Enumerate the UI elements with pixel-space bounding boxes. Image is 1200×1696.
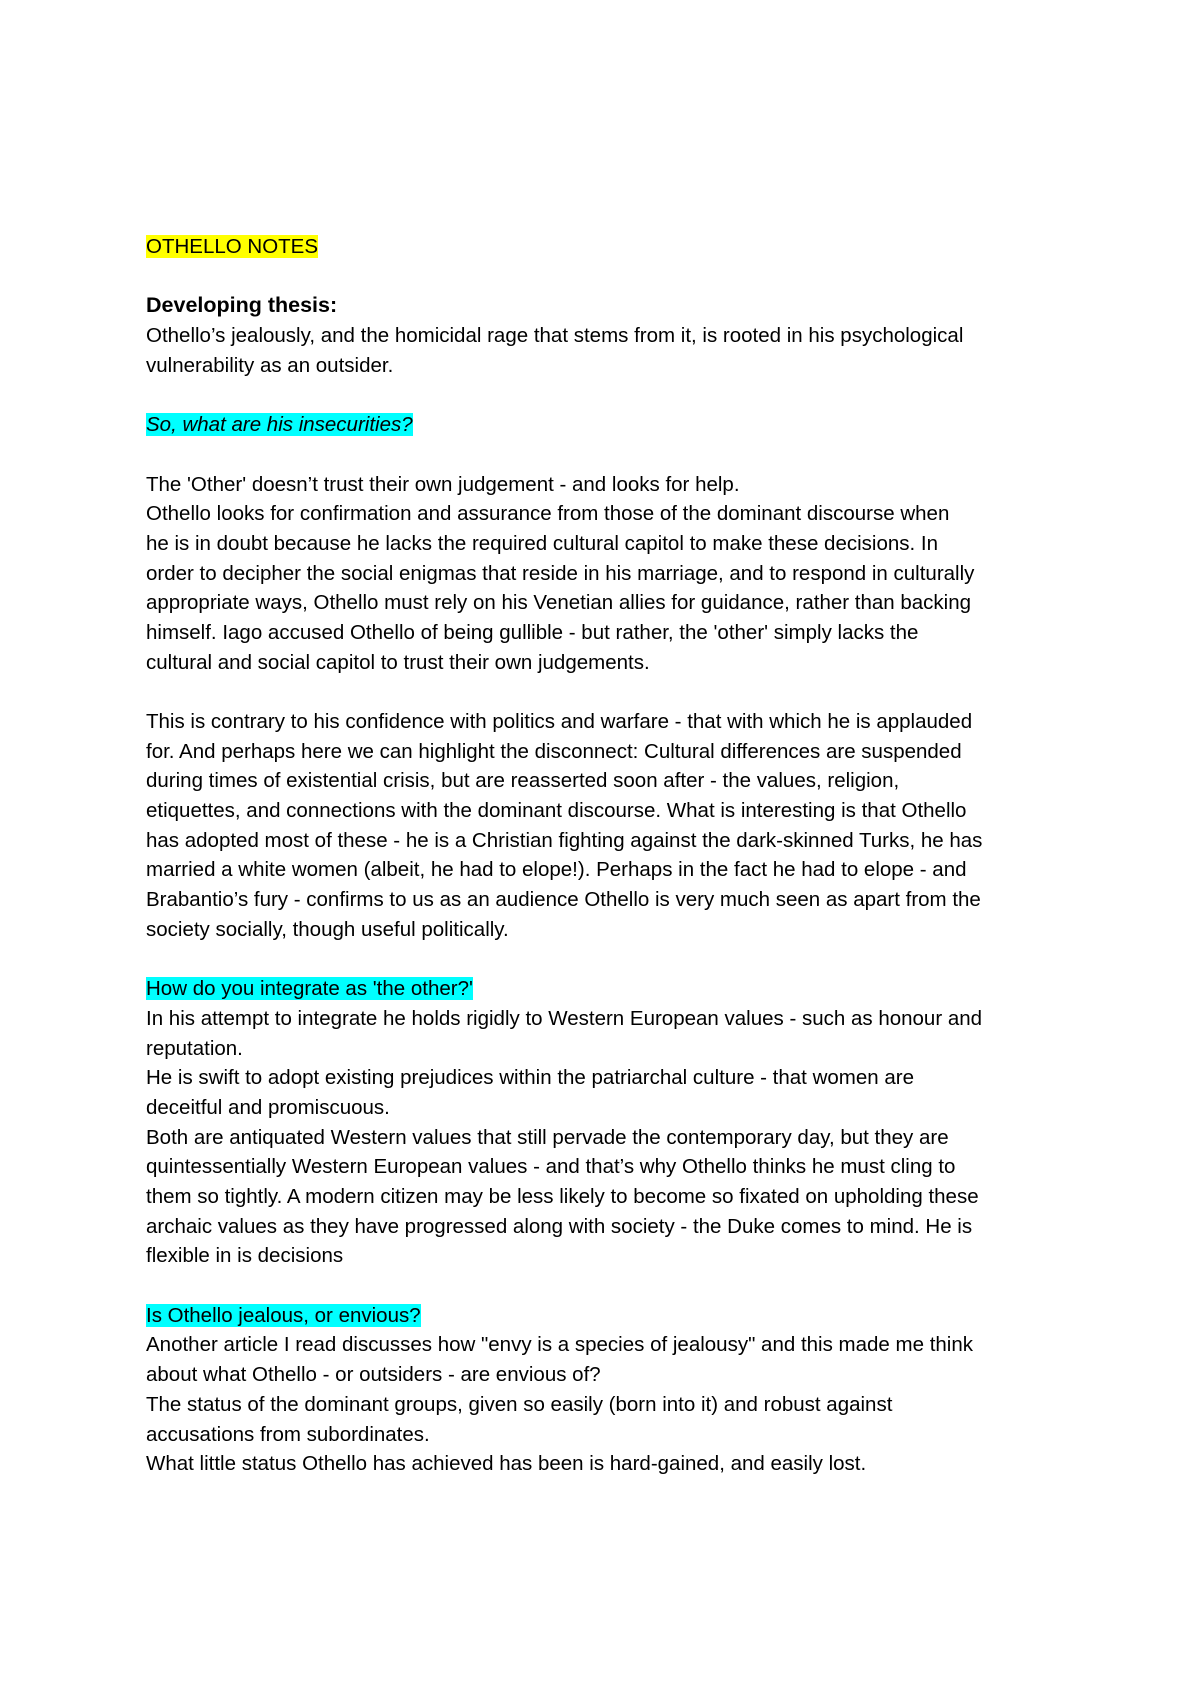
thesis-heading: Developing thesis: [146,293,338,318]
spacer [146,440,1066,470]
paragraph-line: What little status Othello has achieved has been is hard-gained, and easily lost. [146,1452,867,1476]
paragraph-line: He is swift to adopt existing prejudices within the patriarchal culture - that women are [146,1066,914,1090]
paragraph-line: order to decipher the social enigmas that reside in his marriage, and to respond in culturally [146,561,975,585]
spacer [146,677,1066,707]
paragraph-line: In his attempt to integrate he holds rigidly to Western European values - such as honour and [146,1006,983,1030]
paragraph-line: for. And perhaps here we can highlight the disconnect: Cultural differences are suspended [146,739,962,763]
paragraph-line: about what Othello - or outsiders - are envious of? [146,1363,601,1387]
paragraph-line: flexible in is decisions [146,1244,344,1268]
envy-heading: Is Othello jealous, or envious? [146,1303,421,1327]
page-title: OTHELLO NOTES [146,235,319,258]
envy-heading-line [146,1301,1066,1331]
paragraph-line: appropriate ways, Othello must rely on his Venetian allies for guidance, rather than backing [146,591,972,615]
paragraph-line: accusations from subordinates. [146,1422,430,1446]
paragraph-line: Another article I read discusses how "envy is a species of jealousy" and this made me think [146,1333,973,1357]
paragraph-line: etiquettes, and connections with the dominant discourse. What is interesting is that Othello [146,799,967,823]
paragraph-line: married a white women (albeit, he had to elope!). Perhaps in the fact he had to elope - and [146,858,967,882]
spacer [146,380,1066,410]
insecurities-heading: So, what are his insecurities? [146,413,413,437]
paragraph-line: he is in doubt because he lacks the required cultural capitol to make these decisions. In [146,531,938,555]
paragraph-line: cultural and social capitol to trust their own judgements. [146,650,650,674]
insecurities-heading-line [146,410,1066,440]
paragraph-line: Brabantio’s fury - confirms to us as an audience Othello is very much seen as apart from the [146,888,981,912]
spacer [146,1271,1066,1301]
paragraph-line: The 'Other' doesn’t trust their own judgement - and looks for help. [146,472,740,496]
spacer [146,945,1066,975]
paragraph-line: deceitful and promiscuous. [146,1095,390,1119]
paragraph-line: The status of the dominant groups, given so easily (born into it) and robust against [146,1392,893,1416]
spacer [146,262,1066,292]
title-line [146,232,1066,262]
paragraph-line: society socially, though useful politically. [146,917,509,941]
thesis-line: vulnerability as an outsider. [146,353,394,377]
document-body [146,232,1066,1479]
paragraph-line: during times of existential crisis, but are reasserted soon after - the values, religion, [146,769,900,793]
paragraph-line: them so tightly. A modern citizen may be less likely to become so fixated on upholding these [146,1185,979,1208]
paragraph-line: has adopted most of these - he is a Christian fighting against the dark-skinned Turks, he has [146,828,983,852]
paragraph-line: reputation. [146,1036,243,1060]
paragraph-line: This is contrary to his confidence with politics and warfare - that with which he is applauded [146,710,973,733]
thesis-line: Othello’s jealously, and the homicidal rage that stems from it, is rooted in his psychological [146,324,964,348]
paragraph-line: Both are antiquated Western values that still pervade the contemporary day, but they are [146,1125,949,1149]
paragraph-line: himself. Iago accused Othello of being gullible - but rather, the 'other' simply lacks the [146,620,919,644]
integrate-heading-line [146,974,1066,1004]
paragraph-line: quintessentially Western European values - and that’s why Othello thinks he must cling to [146,1155,956,1179]
paragraph-line: archaic values as they have progressed along with society - the Duke comes to mind. He is [146,1214,973,1238]
paragraph-line: Othello looks for confirmation and assurance from those of the dominant discourse when [146,502,950,526]
integrate-heading: How do you integrate as 'the other?' [146,977,473,1001]
